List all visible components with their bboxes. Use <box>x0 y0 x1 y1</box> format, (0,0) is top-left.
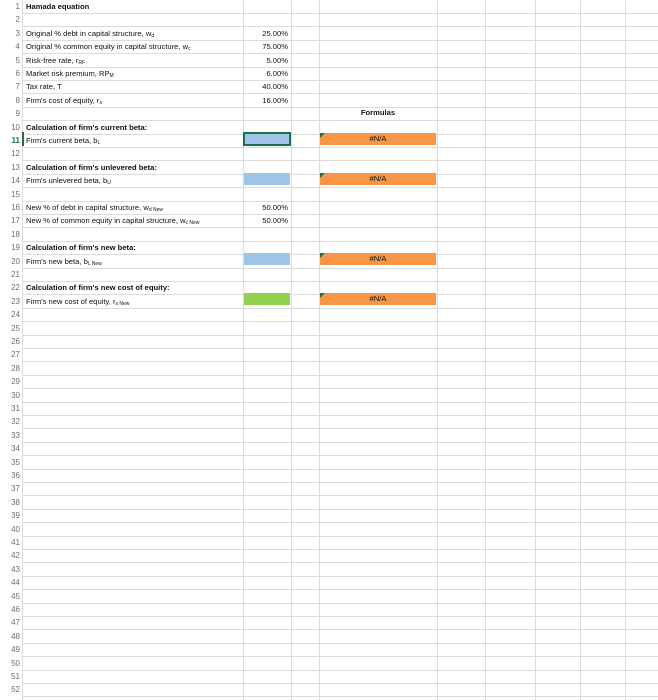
row-number[interactable]: 19 <box>11 243 20 253</box>
row-number[interactable]: 7 <box>15 82 20 92</box>
row-gridline <box>0 683 658 684</box>
row-number[interactable]: 5 <box>15 55 20 65</box>
row-gridline <box>0 335 658 336</box>
row-gridline <box>0 13 658 14</box>
row-gridline <box>0 442 658 443</box>
row-gridline <box>0 415 658 416</box>
column-gridline <box>535 0 536 700</box>
input-current-beta[interactable] <box>244 133 290 145</box>
row-number[interactable]: 39 <box>11 511 20 521</box>
row-number[interactable]: 31 <box>11 404 20 413</box>
row-number[interactable]: 13 <box>11 162 20 172</box>
row-number[interactable]: 30 <box>11 390 20 400</box>
row-number[interactable]: 4 <box>15 42 20 52</box>
row-number[interactable]: 27 <box>11 350 20 360</box>
row-gridline <box>0 643 658 644</box>
row-number[interactable]: 6 <box>15 69 20 78</box>
row-number[interactable]: 49 <box>11 645 20 655</box>
row-number[interactable]: 46 <box>11 605 20 614</box>
formula-indicator-icon <box>320 173 325 178</box>
row-number[interactable]: 18 <box>11 229 20 239</box>
column-gridline <box>485 0 486 700</box>
selected-row-indicator <box>22 132 24 146</box>
label-new-equity[interactable]: New % of common equity in capital structure, $w_{c New}$ <box>26 216 200 227</box>
row-number[interactable]: 29 <box>11 377 20 387</box>
row-gridline <box>0 562 658 563</box>
row-number[interactable]: 24 <box>11 310 20 320</box>
row-number[interactable]: 1 <box>15 2 20 11</box>
row-gridline <box>0 629 658 630</box>
row-gridline <box>0 321 658 322</box>
row-gridline <box>0 388 658 389</box>
formulas-header[interactable]: Formulas <box>360 108 396 117</box>
row-gridline <box>0 616 658 617</box>
input-new-beta[interactable] <box>244 253 290 265</box>
input-unlevered-beta[interactable] <box>244 173 290 185</box>
row-number[interactable]: 36 <box>11 471 20 480</box>
formula-unlevered-beta[interactable]: #N/A <box>320 173 436 185</box>
label-new-beta[interactable]: Firm's new beta, $b_{L New}$ <box>26 256 102 267</box>
row-number[interactable]: 10 <box>11 122 20 132</box>
row-number[interactable]: 50 <box>11 658 20 668</box>
row-gridline <box>0 482 658 483</box>
row-number[interactable]: 48 <box>11 631 20 641</box>
row-gridline <box>0 375 658 376</box>
row-number[interactable]: 51 <box>11 672 20 681</box>
row-gridline <box>0 469 658 470</box>
value-market-premium[interactable]: 6.00% <box>266 69 288 78</box>
label-market-premium[interactable]: Market risk premium, $RP_M$ <box>26 69 114 79</box>
row-number[interactable]: 25 <box>11 323 20 333</box>
row-number[interactable]: 14 <box>11 176 20 186</box>
row-number[interactable]: 22 <box>11 283 20 293</box>
column-gridline <box>291 0 292 700</box>
row-number[interactable]: 16 <box>11 203 20 212</box>
heading-new-cost-of-equity[interactable]: Calculation of firm's new cost of equity: <box>26 283 170 293</box>
row-number[interactable]: 20 <box>11 256 20 266</box>
label-current-beta[interactable]: Firm's current beta, $b_L$ <box>26 136 101 146</box>
row-number[interactable]: 41 <box>11 538 20 547</box>
row-number[interactable]: 40 <box>11 524 20 534</box>
row-number[interactable]: 47 <box>11 618 20 628</box>
row-number[interactable]: 45 <box>11 591 20 601</box>
label-orig-debt[interactable]: Original % debt in capital structure, $w_d$ <box>26 28 155 39</box>
row-gridline <box>0 536 658 537</box>
row-gridline <box>0 522 658 523</box>
column-gridline <box>580 0 581 700</box>
row-number[interactable]: 9 <box>15 109 20 119</box>
row-number[interactable]: 33 <box>11 430 20 440</box>
row-gridline <box>0 603 658 604</box>
row-gridline <box>0 696 658 697</box>
row-number[interactable]: 8 <box>15 95 20 105</box>
value-risk-free[interactable]: 5.00% <box>266 55 288 65</box>
column-gridline <box>22 0 23 700</box>
column-gridline <box>437 0 438 700</box>
row-gridline <box>0 348 658 349</box>
sheet-title[interactable]: Hamada equation <box>26 2 90 11</box>
row-number[interactable]: 12 <box>11 149 20 159</box>
value-new-equity[interactable]: 50.00% <box>262 216 288 226</box>
column-gridline <box>319 0 320 700</box>
formula-current-beta[interactable]: #N/A <box>320 133 436 145</box>
row-gridline <box>0 428 658 429</box>
row-gridline <box>0 361 658 362</box>
value-orig-debt[interactable]: 25.00% <box>262 28 288 38</box>
formula-indicator-icon <box>320 253 325 258</box>
value-new-debt[interactable]: 50.00% <box>262 203 288 212</box>
value-cost-of-equity[interactable]: 16.00% <box>262 95 288 105</box>
row-number[interactable]: 42 <box>11 551 20 561</box>
input-new-cost-of-equity[interactable] <box>244 293 290 305</box>
value-tax-rate[interactable]: 40.00% <box>262 82 288 92</box>
formula-new-beta[interactable]: #N/A <box>320 253 436 265</box>
row-number[interactable]: 15 <box>11 189 20 199</box>
row-number[interactable]: 38 <box>11 497 20 507</box>
row-number[interactable]: 23 <box>11 296 20 306</box>
value-orig-equity[interactable]: 75.00% <box>262 42 288 52</box>
row-number[interactable]: 32 <box>11 417 20 427</box>
row-number[interactable]: 21 <box>11 270 20 279</box>
column-gridline <box>625 0 626 700</box>
label-risk-free[interactable]: Risk-free rate, $r_{RF}$ <box>26 55 85 66</box>
label-unlevered-beta[interactable]: Firm's unlevered beta, $b_U$ <box>26 176 111 187</box>
row-number[interactable]: 52 <box>11 685 20 695</box>
row-number[interactable]: 28 <box>11 363 20 373</box>
row-number[interactable]: 11 <box>11 136 20 145</box>
row-gridline <box>0 576 658 577</box>
formula-new-cost-of-equity[interactable]: #N/A <box>320 293 436 305</box>
row-number[interactable]: 44 <box>11 578 20 588</box>
row-number[interactable]: 34 <box>11 444 20 454</box>
row-gridline <box>0 656 658 657</box>
row-gridline <box>0 589 658 590</box>
row-gridline <box>0 549 658 550</box>
formula-indicator-icon <box>320 293 325 298</box>
row-number[interactable]: 17 <box>11 216 20 226</box>
row-gridline <box>0 455 658 456</box>
label-orig-equity[interactable]: Original % common equity in capital structure, $w_c$ <box>26 42 191 53</box>
heading-new-beta[interactable]: Calculation of firm's new beta: <box>26 243 136 253</box>
row-gridline <box>0 670 658 671</box>
row-number[interactable]: 26 <box>11 337 20 346</box>
row-number[interactable]: 2 <box>15 15 20 25</box>
row-number[interactable]: 3 <box>15 28 20 38</box>
row-number[interactable]: 37 <box>11 484 20 494</box>
heading-unlevered-beta[interactable]: Calculation of firm's unlevered beta: <box>26 162 157 172</box>
label-tax-rate[interactable]: Tax rate, T <box>26 82 62 92</box>
heading-current-beta[interactable]: Calculation of firm's current beta: <box>26 122 148 132</box>
row-number[interactable]: 43 <box>11 564 20 574</box>
label-cost-of-equity[interactable]: Firm's cost of equity, $r_s$ <box>26 95 102 106</box>
label-new-cost-of-equity[interactable]: Firm's new cost of equity, $r_{s New}$ <box>26 296 130 307</box>
row-gridline <box>0 495 658 496</box>
row-number[interactable]: 35 <box>11 457 20 467</box>
formula-indicator-icon <box>320 133 325 138</box>
row-gridline <box>0 402 658 403</box>
row-gridline <box>0 509 658 510</box>
label-new-debt[interactable]: New % of debt in capital structure, $w_{d New}$ <box>26 203 164 213</box>
